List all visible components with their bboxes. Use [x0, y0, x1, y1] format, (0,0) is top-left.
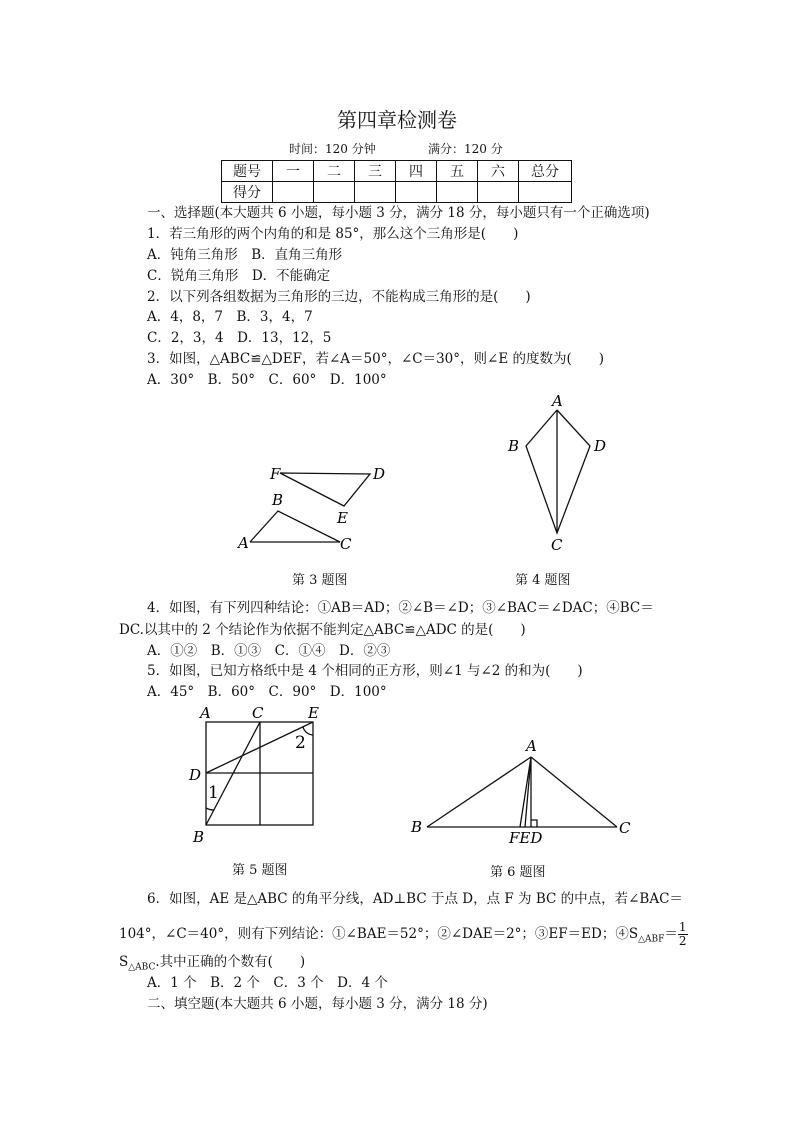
- q2-stem: 2．以下列各组数据为三角形的三边，不能构成三角形的是( ): [147, 289, 531, 305]
- score-cell[interactable]: [437, 182, 478, 203]
- score-table-header: 五: [437, 161, 478, 182]
- score-table-score-row: [222, 182, 572, 203]
- score-table: [221, 160, 572, 203]
- q6-line2-text: 104°，∠C＝40°，则有下列结论：①∠BAE＝52°；②∠DAE＝2°；③EF＝ED；④S: [119, 926, 639, 942]
- section1-heading: 一、选择题(本大题共 6 小题，每小题 3 分，满分 18 分，每小题只有一个正确选项): [147, 205, 650, 221]
- figure-4: [500, 390, 620, 560]
- label-a: A: [552, 392, 563, 410]
- fraction-numerator: 1: [678, 920, 687, 934]
- score-table-header: 四: [396, 161, 437, 182]
- page-title: 第四章检测卷: [337, 108, 457, 132]
- score-cell[interactable]: [396, 182, 437, 203]
- label-b: B: [193, 828, 205, 846]
- time-info: 时间：120 分钟: [289, 142, 376, 156]
- angle-1-label: 1: [208, 783, 219, 803]
- figure-5-caption: 第 5 题图: [232, 863, 288, 878]
- label-f: F: [270, 465, 281, 483]
- fraction-denominator: 2: [678, 934, 687, 948]
- q6-line3-rest: .其中正确的个数有( ): [155, 954, 306, 970]
- label-d: D: [594, 437, 607, 455]
- angle-2-label: 2: [295, 733, 306, 753]
- q3-stem: 3．如图，△ABC≌△DEF，若∠A＝50°，∠C＝30°，则∠E 的度数为( ): [147, 351, 605, 367]
- triangle-def: [280, 473, 370, 506]
- label-e: E: [308, 704, 319, 722]
- section2-heading: 二、填空题(本大题共 6 小题，每小题 3 分，满分 18 分): [147, 996, 488, 1012]
- segment-ac: [531, 757, 617, 827]
- segment-ab: [427, 757, 531, 827]
- q4-options: A．①② B．①③ C．①④ D．②③: [147, 643, 391, 659]
- figure-3: [230, 455, 390, 555]
- score-table-header: 题号: [222, 161, 273, 182]
- full-score-info: 满分：120 分: [428, 142, 503, 156]
- label-d: D: [373, 465, 386, 483]
- label-fed: FED: [509, 829, 543, 847]
- q6-line3-s: S: [119, 954, 129, 970]
- q4-line2: DC.以其中的 2 个结论作为依据不能判定△ABC≌△ADC 的是( ): [119, 622, 526, 638]
- right-angle-mark: [531, 820, 537, 827]
- q5-options: A．45° B．60° C．90° D．100°: [147, 684, 387, 700]
- q6-subscript-abc: △ABC: [128, 962, 156, 973]
- q6-line1: 6．如图，AE 是△ABC 的角平分线，AD⊥BC 于点 D，点 F 为 BC 的中点，若∠BAC＝: [147, 891, 683, 907]
- score-table-header: 三: [355, 161, 396, 182]
- label-b: B: [508, 437, 520, 455]
- fraction-one-half: [678, 921, 688, 948]
- score-table-header: 六: [478, 161, 519, 182]
- score-table-header: 二: [314, 161, 355, 182]
- score-cell[interactable]: [519, 182, 572, 203]
- label-e: E: [337, 509, 348, 527]
- label-b: B: [411, 818, 423, 836]
- figure-6: [405, 735, 645, 850]
- q1-options: A．钝角三角形 B．直角三角形: [147, 247, 343, 263]
- quad-abcd: [526, 410, 590, 533]
- score-table-header-row: [222, 161, 572, 182]
- label-b: B: [272, 491, 284, 509]
- q6-options: A．1 个 B．2 个 C．3 个 D．4 个: [147, 975, 388, 991]
- q6-line2: [119, 919, 688, 955]
- figure-5: [180, 698, 340, 853]
- q2-options: C．2，3，4 D．13，12，5: [147, 330, 332, 346]
- score-table-header: 总分: [519, 161, 572, 182]
- score-table-header: 一: [273, 161, 314, 182]
- label-c: C: [252, 704, 264, 722]
- triangle-abc: [250, 511, 340, 542]
- q1-stem: 1．若三角形的两个内角的和是 85°，那么这个三角形是( ): [147, 226, 519, 242]
- q1-options: C．锐角三角形 D．不能确定: [147, 268, 331, 284]
- q4-line1: 4．如图，有下列四种结论：①AB＝AD；②∠B＝∠D；③∠BAC＝∠DAC；④BC＝: [147, 600, 654, 616]
- q5-stem: 5．如图，已知方格纸中是 4 个相同的正方形，则∠1 与∠2 的和为( ): [147, 663, 583, 679]
- figure-6-caption: 第 6 题图: [490, 865, 546, 880]
- label-c: C: [340, 535, 352, 553]
- angle-1-arc: [206, 808, 214, 810]
- figure-4-caption: 第 4 题图: [515, 573, 571, 588]
- label-c: C: [551, 536, 563, 554]
- score-cell[interactable]: [273, 182, 314, 203]
- label-a: A: [238, 534, 249, 552]
- label-a: A: [200, 704, 211, 722]
- label-a: A: [526, 737, 537, 755]
- score-cell[interactable]: [478, 182, 519, 203]
- label-c: C: [619, 819, 631, 837]
- score-row-label: 得分: [222, 182, 273, 203]
- figure-3-caption: 第 3 题图: [292, 573, 348, 588]
- q6-subscript-abf: △ABF: [638, 934, 665, 945]
- q3-options: A．30° B．50° C．60° D．100°: [147, 372, 387, 388]
- q6-equals: ＝: [664, 926, 678, 942]
- score-cell[interactable]: [355, 182, 396, 203]
- q2-options: A．4，8，7 B．3，4，7: [147, 309, 313, 325]
- label-d: D: [189, 766, 202, 784]
- score-cell[interactable]: [314, 182, 355, 203]
